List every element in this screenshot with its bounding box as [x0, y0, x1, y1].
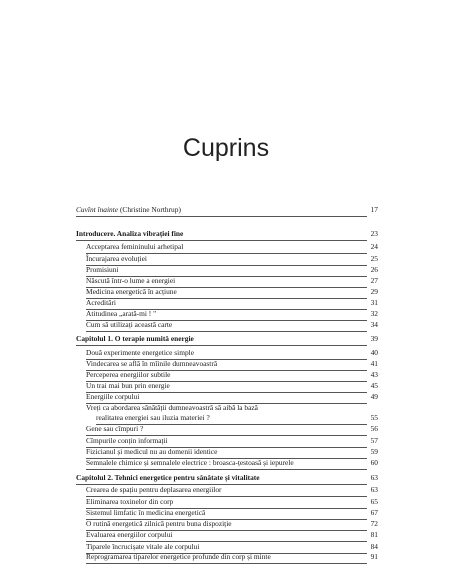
toc-page-number: 31: [370, 298, 378, 307]
toc-entry-title: [86, 320, 172, 329]
toc-entry-title: [86, 276, 175, 285]
toc-page-number: 45: [370, 381, 378, 390]
toc-entry-text: Promisiuni: [86, 265, 119, 274]
toc-entry-title: [86, 458, 294, 467]
toc-entry-text: realitatea energiei sau iluzia materiei ?: [96, 413, 210, 422]
toc-page-number: 63: [370, 485, 378, 494]
toc-entry-title: [86, 424, 143, 433]
toc-page-number: 55: [370, 413, 378, 422]
toc-entry-text: Un trai mai bun prin energie: [86, 381, 170, 390]
toc-entry-title: [86, 485, 222, 494]
toc-entry-text: Cîmpurile conțin informații: [86, 436, 168, 445]
toc-entry-text: Sistemul limfatic în medicina energetică: [86, 508, 206, 517]
toc-entry-title: [86, 381, 170, 390]
toc-entry-title: [76, 334, 194, 343]
toc-entry-title: [86, 552, 271, 561]
toc-leader-rule: [86, 469, 367, 470]
toc-page-number: 27: [370, 276, 378, 285]
toc-page-number: 57: [370, 436, 378, 445]
toc-page-number: 34: [370, 320, 378, 329]
toc-heading: [76, 229, 378, 242]
toc-entry-text: Născută într-o lume a energiei: [86, 276, 176, 285]
toc-page-number: 65: [370, 497, 378, 506]
toc-entry-text: Acceptarea femininului arhetipal: [86, 242, 184, 251]
toc-entry-text: Cum să utilizați această carte: [86, 320, 173, 329]
toc-entry-text: Cuvînt înainte: [76, 205, 119, 214]
toc-entry-text: Semnalele chimice și semnalele electrice : broasca-țestoasă și iepurele: [86, 458, 294, 467]
toc-entry-title: [86, 530, 172, 539]
toc-entry-text: Eliminarea toxinelor din corp: [86, 497, 174, 506]
toc-page-number: 40: [370, 348, 378, 357]
toc-entry-text: Introducere. Analiza vibrației fine: [76, 229, 184, 238]
toc-entry-text: Atitudinea „arată-mi ! ": [86, 309, 157, 318]
toc-heading: [76, 334, 378, 347]
toc-entry-text: Energiile corpului: [86, 392, 140, 401]
toc-page-number: 23: [370, 229, 378, 238]
toc-entry-text: Fizicianul și medicul nu au domenii identice: [86, 447, 218, 456]
toc-entry-text: Două experimente energetice simple: [86, 348, 195, 357]
toc-page-number: 56: [370, 424, 378, 433]
toc-entry-text: Medicina energetică în acțiune: [86, 287, 177, 296]
toc-page-number: 43: [370, 370, 378, 379]
toc-entry-text: Tiparele încrucișate vitale ale corpului: [86, 542, 200, 551]
page-title: Cuprins: [182, 134, 270, 162]
toc-entry-text: Perceperea energiilor subtile: [86, 370, 171, 379]
toc-item: [86, 552, 378, 565]
toc-page-number: 41: [370, 359, 378, 368]
toc-page-number: 91: [370, 552, 378, 561]
toc-leader-rule: [86, 563, 367, 564]
toc-page-number: 72: [370, 519, 378, 528]
toc-page-number: 25: [370, 254, 378, 263]
toc-page-number: 81: [370, 530, 378, 539]
toc-entry-text: O rutină energetică zilnică pentru buna dispoziție: [86, 519, 232, 528]
toc-entry-title: [86, 392, 139, 401]
toc-entry-title: [86, 265, 118, 274]
toc-entry-text: Vindecarea se află în mîinile dumneavoastră: [86, 359, 218, 368]
toc-entry-title: [96, 413, 210, 422]
toc-entry-text: (Christine Northrup): [118, 205, 181, 214]
toc-item: [86, 458, 378, 471]
toc-leader-rule: [76, 216, 367, 217]
toc-page-number: 17: [370, 205, 378, 214]
toc-entry-title: [86, 447, 217, 456]
toc-page-number: 84: [370, 542, 378, 551]
toc-page-number: 63: [370, 473, 378, 482]
toc-entry-title: [86, 359, 217, 368]
toc-leader-rule: [76, 345, 367, 346]
toc-page-number: 39: [370, 334, 378, 343]
toc-entry-title: [86, 436, 168, 445]
toc-entry-title: [86, 403, 258, 412]
toc-entry-text: Încurajarea evoluției: [86, 254, 147, 263]
toc-entry-title: [86, 254, 147, 263]
toc-entry-title: [86, 242, 183, 251]
toc-entry-title: [76, 473, 260, 482]
toc-page-number: 67: [370, 508, 378, 517]
toc-entry-title: [86, 542, 199, 551]
toc-page-number: 59: [370, 447, 378, 456]
toc-entry-text: Evaluarea energiilor corpului: [86, 530, 173, 539]
toc-entry-title: [86, 370, 170, 379]
toc-entry-title: [86, 519, 232, 528]
toc-page-number: 24: [370, 242, 378, 251]
toc-entry-text: Vreți ca abordarea sănătății dumneavoastră să aibă la bază: [86, 403, 258, 412]
toc-page-number: 29: [370, 287, 378, 296]
toc-entry-text: Crearea de spațiu pentru deplasarea energiilor: [86, 485, 222, 494]
toc-entry-text: Capitolul 2. Tehnici energetice pentru sănătate și vitalitate: [76, 473, 260, 482]
toc-page-number: 49: [370, 392, 378, 401]
toc-entry-title: [76, 205, 181, 214]
toc-entry-title: [86, 309, 156, 318]
toc-leader-rule: [76, 240, 367, 241]
toc-item: [86, 320, 378, 333]
toc-page-number: 26: [370, 265, 378, 274]
toc-entry-text: Reprogramarea tiparelor energetice profunde din corp și minte: [86, 552, 271, 561]
toc-entry-text: Acreditări: [86, 298, 116, 307]
toc-leader-rule: [86, 331, 367, 332]
toc-entry-title: [86, 298, 116, 307]
toc-entry-title: [86, 348, 194, 357]
toc-entry-title: [86, 497, 173, 506]
toc-entry-title: [86, 287, 177, 296]
toc-page-number: 60: [370, 458, 378, 467]
toc-entry-title: [86, 508, 205, 517]
toc-entry-text: Capitolul 1. O terapie numită energie: [76, 334, 194, 343]
toc-entry-text: Gene sau cîmpuri ?: [86, 424, 144, 433]
toc-entry-title: [76, 229, 183, 238]
toc-page-number: 32: [370, 309, 378, 318]
toc-heading: [76, 205, 378, 218]
